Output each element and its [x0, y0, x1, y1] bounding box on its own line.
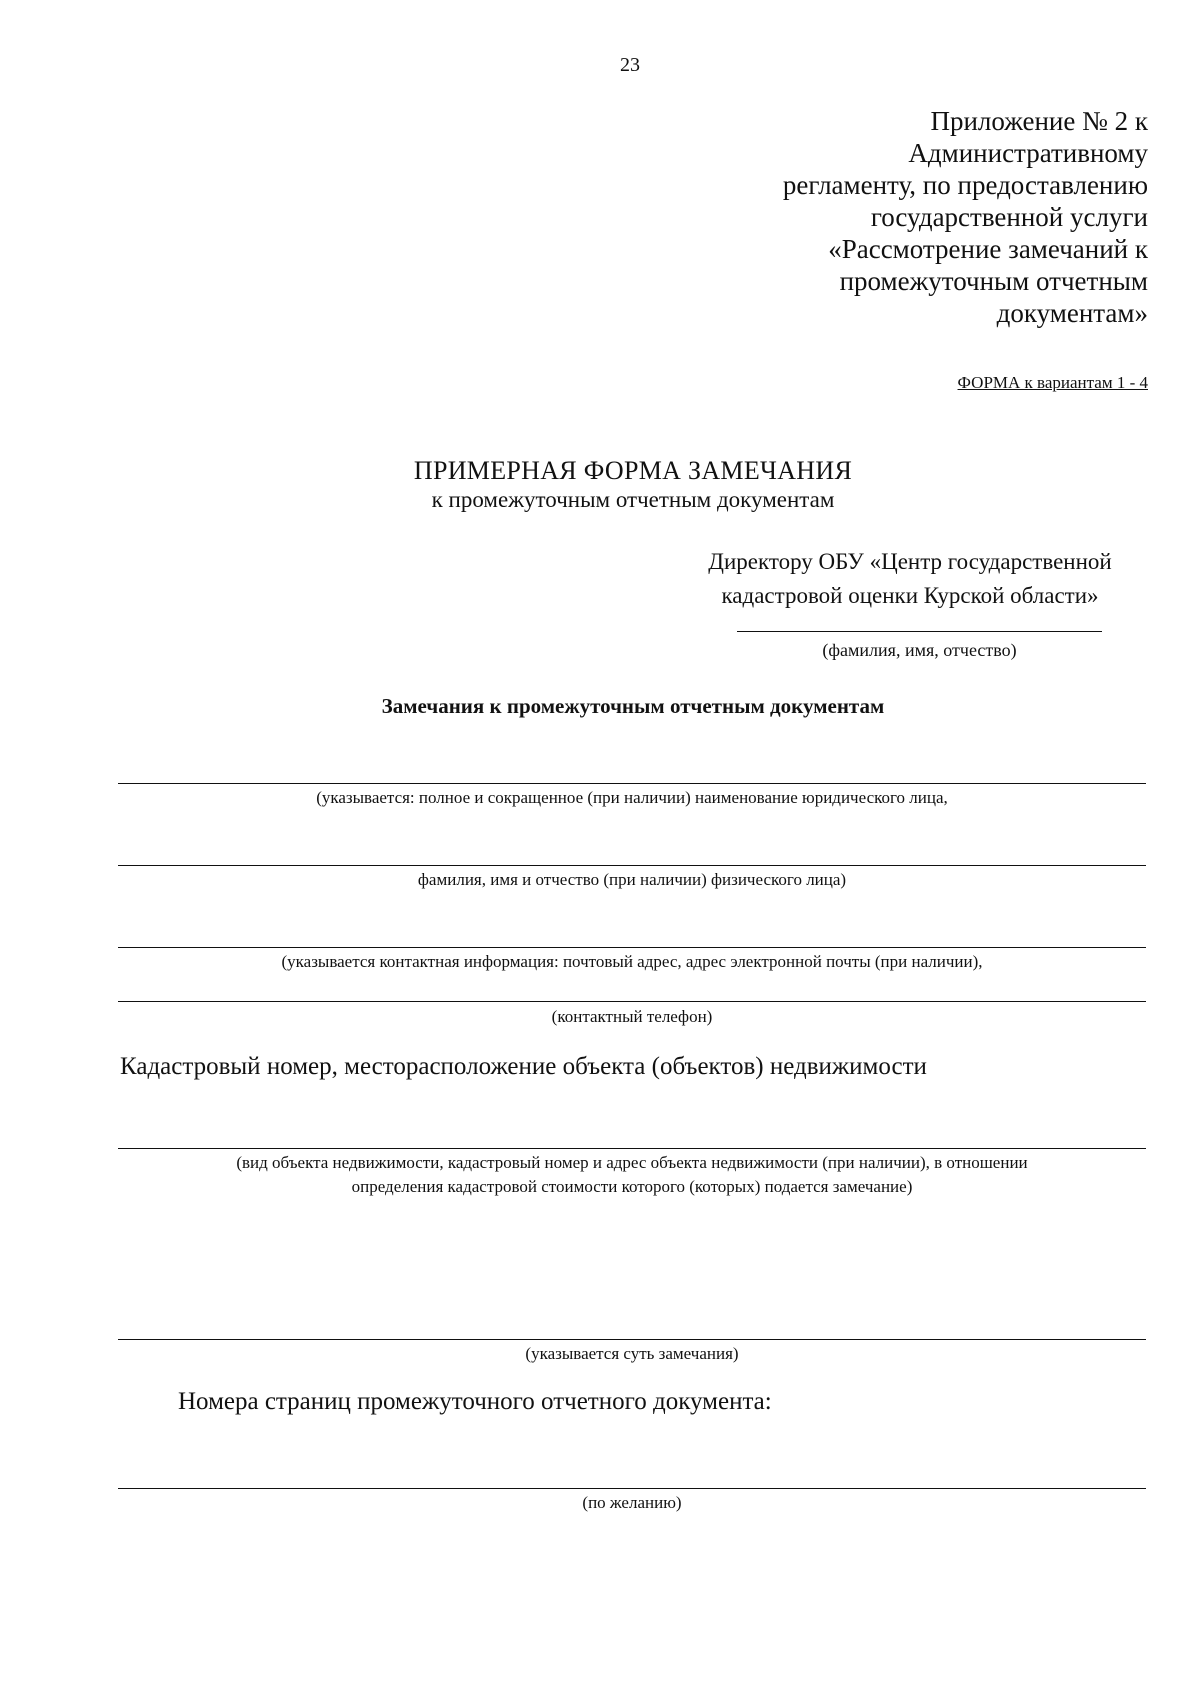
page-number: 23 — [620, 54, 640, 76]
object-label: Кадастровый номер, месторасположение объекта (объектов) недвижимости — [120, 1053, 927, 1080]
essence-input-line[interactable] — [118, 1339, 1146, 1340]
individual-caption: фамилия, имя и отчество (при наличии) физического лица) — [417, 870, 847, 889]
pages-caption: (по желанию) — [582, 1493, 682, 1512]
appendix-line: промежуточным отчетным — [839, 266, 1148, 296]
phone-input-line[interactable] — [118, 1001, 1146, 1002]
appendix-block — [688, 105, 1148, 329]
addressee-block — [680, 545, 1140, 613]
appendix-line: Административному — [908, 138, 1148, 168]
fio-input-line[interactable] — [737, 631, 1102, 632]
individual-input-line[interactable] — [118, 865, 1146, 866]
addressee-line: кадастровой оценки Курской области» — [721, 583, 1099, 608]
appendix-line: государственной услуги — [870, 202, 1148, 232]
legal-entity-caption: (указывается: полное и сокращенное (при наличии) наименование юридического лица, — [316, 788, 948, 807]
appendix-line: регламенту, по предоставлению — [782, 170, 1148, 200]
form-title: ПРИМЕРНАЯ ФОРМА ЗАМЕЧАНИЯ — [413, 456, 853, 485]
form-variant-label: ФОРМА к вариантам 1 - 4 — [957, 373, 1148, 392]
object-caption-line: (вид объекта недвижимости, кадастровый номер и адрес объекта недвижимости (при наличии), в отношении — [236, 1153, 1028, 1172]
appendix-line: документам» — [996, 298, 1148, 328]
pages-input-line[interactable] — [118, 1488, 1146, 1489]
phone-caption: (контактный телефон) — [551, 1007, 713, 1026]
remarks-heading: Замечания к промежуточным отчетным документам — [381, 694, 885, 718]
pages-label: Номера страниц промежуточного отчетного документа: — [178, 1388, 772, 1415]
addressee-line: Директору ОБУ «Центр государственной — [708, 549, 1112, 574]
essence-caption: (указывается суть замечания) — [525, 1344, 739, 1363]
object-caption — [118, 1151, 1146, 1199]
contact-input-line[interactable] — [118, 947, 1146, 948]
object-caption-line: определения кадастровой стоимости которого (которых) подается замечание) — [351, 1177, 913, 1196]
legal-entity-input-line[interactable] — [118, 783, 1146, 784]
object-input-line[interactable] — [118, 1148, 1146, 1149]
appendix-line: Приложение № 2 к — [930, 106, 1148, 136]
appendix-line: «Рассмотрение замечаний к — [828, 234, 1148, 264]
fio-caption: (фамилия, имя, отчество) — [822, 640, 1017, 660]
form-subtitle: к промежуточным отчетным документам — [431, 487, 835, 512]
contact-caption: (указывается контактная информация: почтовый адрес, адрес электронной почты (при наличии), — [281, 952, 983, 971]
